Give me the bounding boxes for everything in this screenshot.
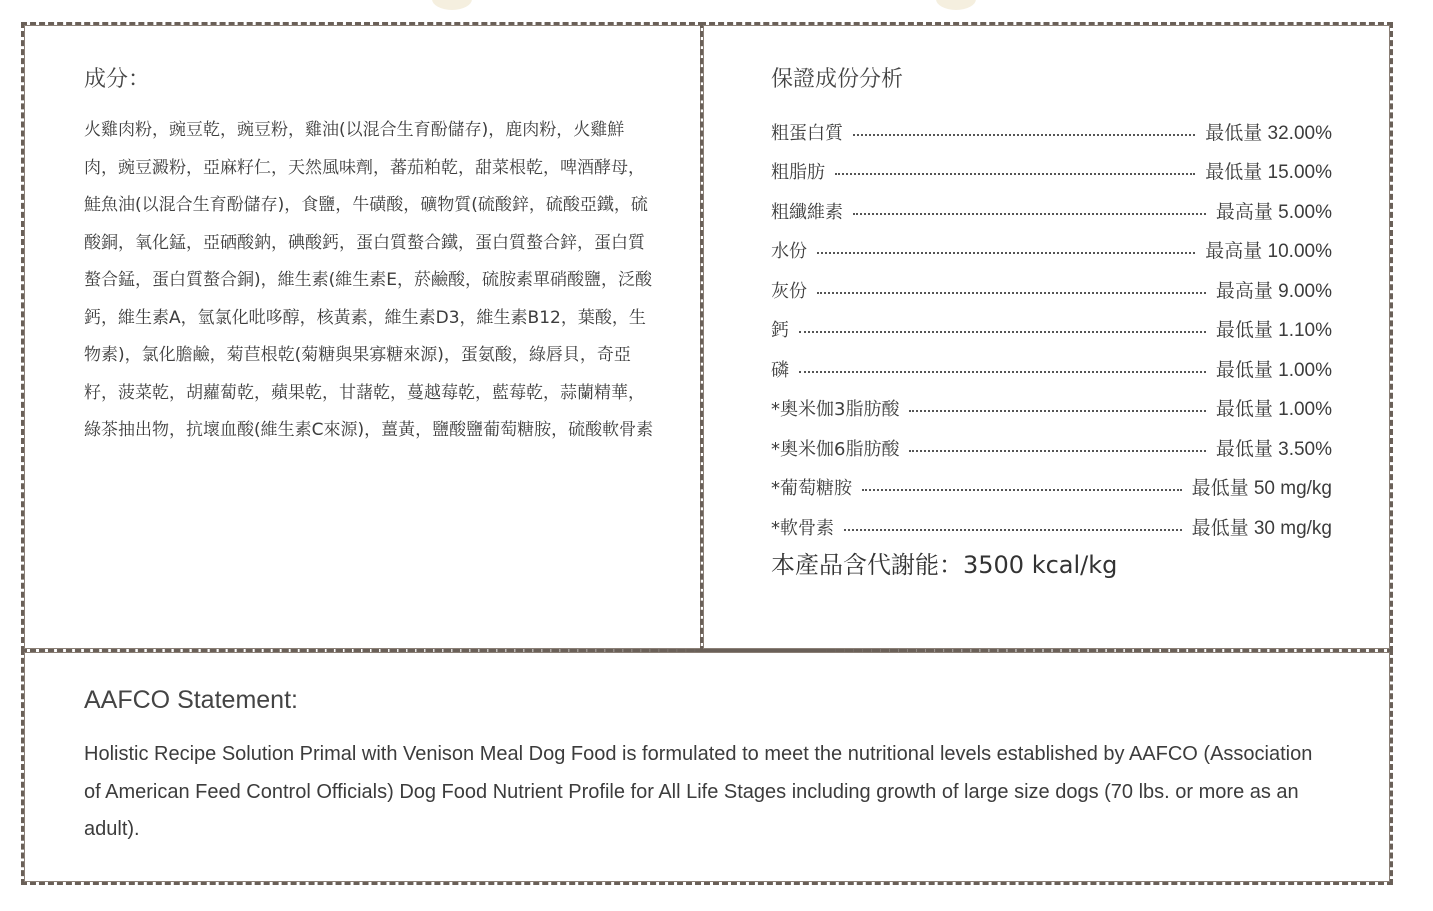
nutrient-value: 最低量 15.00% — [1205, 162, 1332, 183]
ingredients-text: 火雞肉粉，豌豆乾，豌豆粉，雞油(以混合生育酚儲存)，鹿肉粉，火雞鮮肉，豌豆澱粉，亞麻籽仁，天然風味劑，蕃茄粕乾，甜菜根乾，啤酒酵母，鮭魚油(以混合生育酚儲存)，食鹽，牛磺酸，礦物質(硫酸鋅，硫酸亞鐵，硫酸銅，氧化錳，亞硒酸鈉，碘酸鈣，蛋白質螯合鐵，蛋白質螯合鋅，蛋白質螯合錳，蛋白質螯合銅)，維生素(維生素E，菸鹼酸，硫胺素單硝酸鹽，泛酸鈣，維生素A，氫氯化吡哆醇，核黃素，維生素D3，維生素B12，葉酸，生物素)，氯化膽鹼，菊苣根乾(菊糖與果寡糖來源)，蛋氨酸，綠唇貝，奇亞籽，菠菜乾，胡蘿蔔乾，蘋果乾，甘藷乾，蔓越莓乾，藍莓乾，蒜蘭精華，綠茶抽出物，抗壞血酸(維生素C來源)，薑黃，鹽酸鹽葡萄糖胺，硫酸軟骨素 — [84, 120, 654, 440]
dot-leader — [909, 450, 1205, 452]
nutrient-value: 最低量 30 mg/kg — [1191, 517, 1332, 539]
nutrient-value: 最高量 9.00% — [1215, 280, 1332, 302]
aafco-text: Holistic Recipe Solution Primal with Venison Meal Dog Food is formulated to meet the nutritional levels established by AAFCO (Association of American Feed Control Officials) Dog Food Nutrient Profile for All Life Stages including growth of large size dogs (70 lbs. or more as an adult). — [84, 743, 1313, 840]
ingredients-title: 成分： — [84, 67, 151, 92]
dot-leader — [909, 410, 1205, 412]
nutrient-name: 灰份 — [771, 280, 807, 302]
guaranteed-analysis-title: 保證成份分析 — [771, 67, 904, 92]
nutrient-name: *奧米伽6脂肪酸 — [771, 438, 900, 460]
decorative-ornament-left — [432, 0, 472, 10]
analysis-row — [771, 500, 1332, 540]
nutrient-value: 最低量 50 mg/kg — [1191, 478, 1332, 499]
nutrient-name: 鈣 — [771, 320, 789, 341]
analysis-row — [771, 184, 1332, 224]
decorative-ornament-right — [936, 0, 976, 10]
nutrient-value: 最低量 1.10% — [1215, 320, 1332, 341]
dot-leader — [862, 489, 1182, 491]
dot-leader — [799, 371, 1206, 373]
guaranteed-analysis-list — [771, 105, 1332, 540]
dot-leader — [817, 252, 1195, 254]
metabolizable-energy: 本產品含代謝能：3500 kcal/kg — [771, 551, 1118, 579]
analysis-row — [771, 263, 1332, 303]
dot-leader — [817, 292, 1206, 294]
analysis-row — [771, 421, 1332, 461]
nutrient-name: *奧米伽3脂肪酸 — [771, 399, 900, 420]
nutrient-name: *葡萄糖胺 — [771, 478, 852, 499]
analysis-row — [771, 303, 1332, 343]
nutrient-name: 粗脂肪 — [771, 162, 825, 183]
nutrient-value: 最低量 3.50% — [1215, 438, 1332, 460]
aafco-title: AAFCO Statement: — [84, 686, 298, 714]
nutrient-name: 水份 — [771, 241, 807, 262]
nutrient-value: 最高量 10.00% — [1205, 241, 1332, 262]
dot-leader — [853, 134, 1195, 136]
nutrient-value: 最高量 5.00% — [1215, 201, 1332, 223]
nutrient-value: 最低量 32.00% — [1205, 122, 1332, 144]
nutrient-name: 粗纖維素 — [771, 201, 843, 223]
nutrient-name: 粗蛋白質 — [771, 122, 843, 144]
nutrient-name: *軟骨素 — [771, 517, 834, 539]
dot-leader — [844, 529, 1182, 531]
nutrient-value: 最低量 1.00% — [1215, 399, 1332, 420]
analysis-row — [771, 145, 1332, 185]
analysis-row — [771, 105, 1332, 145]
nutrient-value: 最低量 1.00% — [1215, 359, 1332, 381]
dot-leader — [799, 331, 1206, 333]
nutrient-name: 磷 — [771, 359, 789, 381]
dot-leader — [853, 213, 1206, 215]
analysis-row — [771, 342, 1332, 382]
analysis-row — [771, 224, 1332, 264]
analysis-row — [771, 382, 1332, 422]
analysis-row — [771, 461, 1332, 501]
dot-leader — [835, 173, 1195, 175]
